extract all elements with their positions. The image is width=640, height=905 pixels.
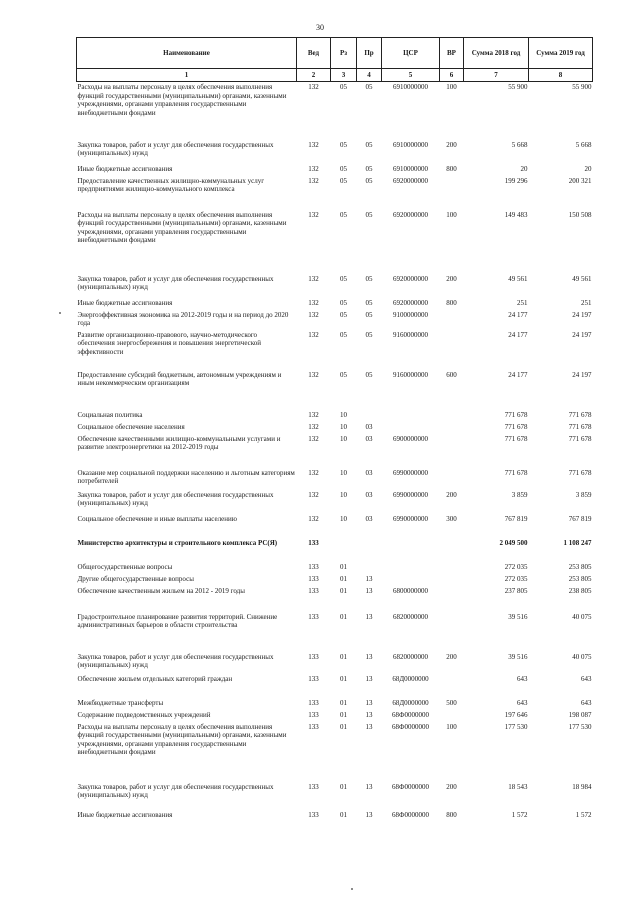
row-vr <box>440 410 464 422</box>
row-vr: 800 <box>446 164 457 173</box>
row-csr: 6910000000 <box>393 83 428 91</box>
header-ved: Вед <box>297 38 331 69</box>
row-ved: 133 <box>308 652 319 661</box>
row-sum-2018: 237 805 <box>504 586 528 595</box>
row-rz: 10 <box>340 434 347 443</box>
row-csr: 68Ф0000000 <box>391 710 430 719</box>
column-number-row <box>77 69 593 82</box>
table-row <box>77 490 593 514</box>
row-vr: 100 <box>446 210 457 219</box>
row-csr: 6920000000 <box>393 298 428 307</box>
table-row <box>77 310 593 330</box>
row-rz: 01 <box>340 810 347 819</box>
table-row <box>77 82 593 140</box>
row-rz: 01 <box>340 710 347 719</box>
row-sum-2019: 253 805 <box>568 562 592 571</box>
row-sum-2019: 20 <box>584 164 592 173</box>
row-csr: 68Ф0000000 <box>391 782 430 791</box>
row-ved: 133 <box>308 674 319 683</box>
column-number: 8 <box>529 69 593 82</box>
row-csr: 6820000000 <box>393 612 428 621</box>
column-number: 2 <box>297 69 331 82</box>
row-csr <box>382 562 440 574</box>
row-rz: 01 <box>340 574 347 583</box>
row-name: Обеспечение качественными жилищно-коммунальными услугами и развитие электроэнергетики на 2012-2019 годы <box>77 434 281 452</box>
row-sum-2019: 771 678 <box>568 468 592 477</box>
row-vr: 200 <box>446 652 457 661</box>
column-number: 5 <box>382 69 440 82</box>
row-pr: 05 <box>365 310 373 319</box>
row-rz: 05 <box>340 330 347 339</box>
row-ved: 133 <box>308 722 319 731</box>
row-pr: 13 <box>365 710 373 719</box>
table-row <box>77 674 593 698</box>
row-name: Закупка товаров, работ и услуг для обеспечения государственных (муниципальных) нужд <box>77 652 274 670</box>
row-sum-2019: 40 075 <box>572 652 592 661</box>
row-sum-2018: 199 296 <box>504 176 528 185</box>
row-name: Закупка товаров, работ и услуг для обеспечения государственных (муниципальных) нужд <box>77 490 274 508</box>
row-ved: 132 <box>308 83 319 91</box>
header-vr: ВР <box>440 38 464 69</box>
row-vr <box>440 434 464 468</box>
row-rz: 10 <box>340 490 347 499</box>
row-rz: 05 <box>340 310 347 319</box>
row-rz: 05 <box>340 210 347 219</box>
row-pr: 05 <box>365 83 373 91</box>
row-ved: 133 <box>308 698 319 707</box>
row-sum-2019: 643 <box>581 698 592 707</box>
row-sum-2018: 771 678 <box>504 422 528 431</box>
row-sum-2019: 200 321 <box>568 176 592 185</box>
table-row <box>77 562 593 574</box>
row-pr: 13 <box>365 652 373 661</box>
row-rz: 01 <box>340 674 347 683</box>
row-csr: 68Ф0000000 <box>391 722 430 731</box>
row-vr: 600 <box>446 370 457 379</box>
row-csr: 9100000000 <box>393 310 428 319</box>
row-sum-2019: 40 075 <box>572 612 592 621</box>
row-pr: 05 <box>365 140 373 149</box>
row-sum-2018: 767 819 <box>504 514 528 523</box>
row-name: Иные бюджетные ассигнования <box>77 164 173 173</box>
row-csr: 68Ф0000000 <box>391 810 430 819</box>
row-sum-2018: 55 900 <box>508 83 528 91</box>
table-row <box>77 210 593 274</box>
row-sum-2019: 771 678 <box>568 422 592 431</box>
row-pr <box>357 562 382 574</box>
table-row <box>77 782 593 810</box>
row-ved: 132 <box>308 422 319 431</box>
table-row <box>77 538 593 562</box>
row-rz <box>331 538 357 562</box>
row-sum-2019: 643 <box>581 674 592 683</box>
row-pr: 05 <box>365 210 373 219</box>
table-row <box>77 140 593 164</box>
row-name: Общегосударственные вопросы <box>77 562 173 571</box>
row-ved: 132 <box>308 468 319 477</box>
table-row <box>77 176 593 210</box>
row-sum-2018: 272 035 <box>504 574 528 583</box>
row-pr: 05 <box>365 176 373 185</box>
row-ved: 133 <box>308 538 319 547</box>
row-vr <box>440 562 464 574</box>
row-ved: 132 <box>308 330 319 339</box>
table-row <box>77 810 593 822</box>
row-pr: 13 <box>365 586 373 595</box>
row-name: Предоставление качественных жилищно-коммунальных услуг предприятиями жилищно-коммунального комплекса <box>77 176 265 194</box>
row-rz: 05 <box>340 164 347 173</box>
row-rz: 01 <box>340 698 347 707</box>
row-pr: 13 <box>365 722 373 731</box>
row-vr <box>440 574 464 586</box>
row-ved: 132 <box>308 164 319 173</box>
row-vr <box>440 468 464 490</box>
header-csr: ЦСР <box>382 38 440 69</box>
row-ved: 133 <box>308 612 319 621</box>
row-ved: 133 <box>308 782 319 791</box>
row-pr: 05 <box>365 370 373 379</box>
row-pr: 03 <box>365 468 373 477</box>
header-sum-2019: Сумма 2019 год <box>529 38 593 69</box>
row-name: Закупка товаров, работ и услуг для обеспечения государственных (муниципальных) нужд <box>77 140 274 158</box>
row-vr <box>440 310 464 330</box>
column-number: 1 <box>77 69 297 82</box>
row-sum-2019: 49 561 <box>572 274 592 283</box>
row-sum-2019: 767 819 <box>568 514 592 523</box>
row-csr: 6920000000 <box>393 176 428 185</box>
row-rz: 10 <box>340 514 347 523</box>
row-sum-2018: 24 177 <box>508 370 528 379</box>
header-row <box>77 38 593 69</box>
column-number: 6 <box>440 69 464 82</box>
row-rz: 01 <box>340 612 347 621</box>
header-pr: Пр <box>357 38 382 69</box>
row-pr: 13 <box>365 698 373 707</box>
table-row <box>77 434 593 468</box>
row-vr <box>440 330 464 370</box>
table-body <box>77 82 593 822</box>
row-ved: 132 <box>308 298 319 307</box>
row-sum-2018: 251 <box>517 298 528 307</box>
row-name: Иные бюджетные ассигнования <box>77 810 173 819</box>
row-name: Межбюджетные трансферты <box>77 698 164 707</box>
row-sum-2019: 177 530 <box>568 722 592 731</box>
table-row <box>77 468 593 490</box>
row-pr: 05 <box>365 274 373 283</box>
row-ved: 132 <box>308 410 319 419</box>
row-sum-2019: 771 678 <box>568 434 592 443</box>
row-sum-2018: 49 561 <box>508 274 528 283</box>
header-rz: Рз <box>331 38 357 69</box>
row-csr: 6900000000 <box>393 434 428 443</box>
row-pr: 05 <box>365 164 373 173</box>
row-name: Оказание мер социальной поддержки населению и льготным категориям потребителей <box>77 468 295 486</box>
row-sum-2019: 18 984 <box>572 782 592 791</box>
table-row <box>77 698 593 710</box>
row-pr: 03 <box>365 434 373 443</box>
row-sum-2019: 24 197 <box>572 310 592 319</box>
row-sum-2018: 39 516 <box>508 652 528 661</box>
row-vr: 300 <box>446 514 457 523</box>
row-sum-2018: 39 516 <box>508 612 528 621</box>
row-ved: 132 <box>308 310 319 319</box>
row-sum-2019: 24 197 <box>572 370 592 379</box>
row-name: Развитие организационно-правового, научно-методического обеспечения энергосбережения и повышения энергетической эффективности <box>77 330 262 356</box>
row-csr <box>382 410 440 422</box>
row-sum-2019: 253 805 <box>568 574 592 583</box>
row-vr <box>440 612 464 652</box>
row-sum-2018: 643 <box>517 698 528 707</box>
row-name: Расходы на выплаты персоналу в целях обеспечения выполнения функций государственными (муниципальными) органами, казенными учреждениями, органами управления государственными внебюджетными фондами <box>77 210 287 245</box>
table-row <box>77 410 593 422</box>
row-name: Социальная политика <box>77 410 143 419</box>
row-ved: 133 <box>308 810 319 819</box>
table-row <box>77 710 593 722</box>
row-sum-2018: 5 668 <box>511 140 528 149</box>
row-rz: 05 <box>340 140 347 149</box>
row-pr: 13 <box>365 574 373 583</box>
row-sum-2019: 771 678 <box>568 410 592 419</box>
row-vr: 100 <box>446 83 457 91</box>
row-pr: 05 <box>365 330 373 339</box>
row-sum-2019: 5 668 <box>575 140 592 149</box>
column-number: 3 <box>331 69 357 82</box>
row-rz: 10 <box>340 468 347 477</box>
row-sum-2018: 197 646 <box>504 710 528 719</box>
row-vr: 200 <box>446 490 457 499</box>
row-csr: 68Д0000000 <box>392 698 429 707</box>
row-sum-2018: 1 572 <box>511 810 528 819</box>
row-ved: 133 <box>308 562 319 571</box>
row-sum-2019: 3 859 <box>575 490 592 499</box>
row-name: Расходы на выплаты персоналу в целях обеспечения выполнения функций государственными (муниципальными) органами, казенными учреждениями, органами управления государственными внебюджетными фондами <box>77 83 287 117</box>
row-pr: 13 <box>365 810 373 819</box>
row-rz: 05 <box>340 83 347 91</box>
budget-table <box>76 37 593 822</box>
row-ved: 132 <box>308 434 319 443</box>
row-vr: 200 <box>446 140 457 149</box>
row-ved: 133 <box>308 586 319 595</box>
row-pr: 13 <box>365 674 373 683</box>
column-number: 7 <box>464 69 529 82</box>
row-name: Предоставление субсидий бюджетным, автономным учреждениям и иным некоммерческим организациям <box>77 370 282 388</box>
row-pr: 03 <box>365 514 373 523</box>
row-ved: 132 <box>308 514 319 523</box>
row-name: Закупка товаров, работ и услуг для обеспечения государственных (муниципальных) нужд <box>77 274 274 292</box>
row-name: Градостроительное планирование развития территорий. Снижение административных барьеров в области строительства <box>77 612 278 630</box>
row-name: Обеспечение качественным жильем на 2012 - 2019 годы <box>77 586 245 595</box>
row-vr: 200 <box>446 782 457 791</box>
row-sum-2019: 1 108 247 <box>563 538 592 547</box>
table-row <box>77 422 593 434</box>
row-name: Министерство архитектуры и строительного комплекса РС(Я) <box>77 538 278 547</box>
row-csr: 9160000000 <box>393 330 428 339</box>
row-sum-2019: 198 087 <box>568 710 592 719</box>
row-ved: 133 <box>308 574 319 583</box>
row-rz: 10 <box>340 410 347 419</box>
table-row <box>77 652 593 674</box>
row-sum-2019: 251 <box>581 298 592 307</box>
row-ved: 132 <box>308 176 319 185</box>
row-rz: 05 <box>340 370 347 379</box>
row-sum-2018: 771 678 <box>504 410 528 419</box>
row-ved: 132 <box>308 210 319 219</box>
row-pr <box>357 410 382 422</box>
row-ved: 132 <box>308 490 319 499</box>
row-vr: 500 <box>446 698 457 707</box>
header-name: Наименование <box>77 38 297 69</box>
row-csr: 9160000000 <box>393 370 428 379</box>
table-row <box>77 722 593 782</box>
row-sum-2019: 1 572 <box>575 810 592 819</box>
row-rz: 01 <box>340 562 347 571</box>
row-name: Расходы на выплаты персоналу в целях обеспечения выполнения функций государственными (муниципальными) органами, казенными учреждениями, органами управления государственными внебюджетными фондами <box>77 722 287 757</box>
row-rz: 01 <box>340 586 347 595</box>
row-rz: 05 <box>340 298 347 307</box>
row-vr: 200 <box>446 274 457 283</box>
row-sum-2019: 55 900 <box>572 83 592 91</box>
row-pr: 05 <box>365 298 373 307</box>
row-csr <box>382 574 440 586</box>
row-vr <box>440 422 464 434</box>
row-vr <box>440 674 464 698</box>
row-sum-2018: 643 <box>517 674 528 683</box>
table-row <box>77 574 593 586</box>
row-csr: 6920000000 <box>393 274 428 283</box>
row-sum-2018: 3 859 <box>511 490 528 499</box>
row-vr <box>440 586 464 612</box>
table-row <box>77 586 593 612</box>
row-rz: 01 <box>340 722 347 731</box>
row-sum-2019: 24 197 <box>572 330 592 339</box>
table-row <box>77 298 593 310</box>
row-csr: 6990000000 <box>393 468 428 477</box>
row-rz: 05 <box>340 176 347 185</box>
row-pr: 13 <box>365 782 373 791</box>
row-sum-2018: 20 <box>520 164 528 173</box>
row-vr <box>440 710 464 722</box>
row-sum-2018: 149 483 <box>504 210 528 219</box>
row-csr: 68Д0000000 <box>392 674 429 683</box>
row-sum-2018: 24 177 <box>508 330 528 339</box>
row-csr <box>382 422 440 434</box>
row-rz: 10 <box>340 422 347 431</box>
row-csr <box>382 538 440 562</box>
header-sum-2018: Сумма 2018 год <box>464 38 529 69</box>
row-name: Энергоэффективная экономика на 2012-2019 годы и на период до 2020 года <box>77 310 289 328</box>
row-ved: 132 <box>308 140 319 149</box>
row-name: Социальное обеспечение и иные выплаты населению <box>77 514 237 523</box>
row-name: Другие общегосударственные вопросы <box>77 574 194 583</box>
row-sum-2018: 2 049 500 <box>499 538 528 547</box>
row-sum-2019: 238 805 <box>568 586 592 595</box>
row-rz: 01 <box>340 652 347 661</box>
row-name: Содержание подведомственных учреждений <box>77 710 211 719</box>
row-name: Социальное обеспечение населения <box>77 422 185 431</box>
row-csr: 6800000000 <box>393 586 428 595</box>
row-name: Обеспечение жильем отдельных категорий граждан <box>77 674 233 683</box>
table-row <box>77 164 593 176</box>
row-sum-2018: 771 678 <box>504 434 528 443</box>
row-name: Иные бюджетные ассигнования <box>77 298 173 307</box>
table-row <box>77 274 593 298</box>
row-vr: 800 <box>446 810 457 819</box>
row-vr <box>440 538 464 562</box>
row-sum-2019: 150 508 <box>568 210 592 219</box>
row-csr: 6990000000 <box>393 514 428 523</box>
row-pr: 13 <box>365 612 373 621</box>
row-sum-2018: 177 530 <box>504 722 528 731</box>
row-name: Закупка товаров, работ и услуг для обеспечения государственных (муниципальных) нужд <box>77 782 274 800</box>
column-number: 4 <box>357 69 382 82</box>
row-ved: 132 <box>308 370 319 379</box>
row-pr <box>357 538 382 562</box>
table-row <box>77 330 593 370</box>
row-ved: 133 <box>308 710 319 719</box>
row-rz: 01 <box>340 782 347 791</box>
table-row <box>77 514 593 538</box>
row-sum-2018: 771 678 <box>504 468 528 477</box>
row-pr: 03 <box>365 490 373 499</box>
row-vr: 800 <box>446 298 457 307</box>
row-csr: 6990000000 <box>393 490 428 499</box>
row-sum-2018: 18 543 <box>508 782 528 791</box>
row-sum-2018: 272 035 <box>504 562 528 571</box>
row-vr: 100 <box>446 722 457 731</box>
row-sum-2018: 24 177 <box>508 310 528 319</box>
table-row <box>77 612 593 652</box>
row-pr: 03 <box>365 422 373 431</box>
scan-speck <box>59 312 61 314</box>
row-csr: 6910000000 <box>393 164 428 173</box>
table-row <box>77 370 593 410</box>
page-number: 30 <box>316 23 324 32</box>
row-csr: 6820000000 <box>393 652 428 661</box>
row-rz: 05 <box>340 274 347 283</box>
row-ved: 132 <box>308 274 319 283</box>
row-csr: 6910000000 <box>393 140 428 149</box>
row-csr: 6920000000 <box>393 210 428 219</box>
row-vr <box>440 176 464 210</box>
scan-speck <box>351 888 353 890</box>
